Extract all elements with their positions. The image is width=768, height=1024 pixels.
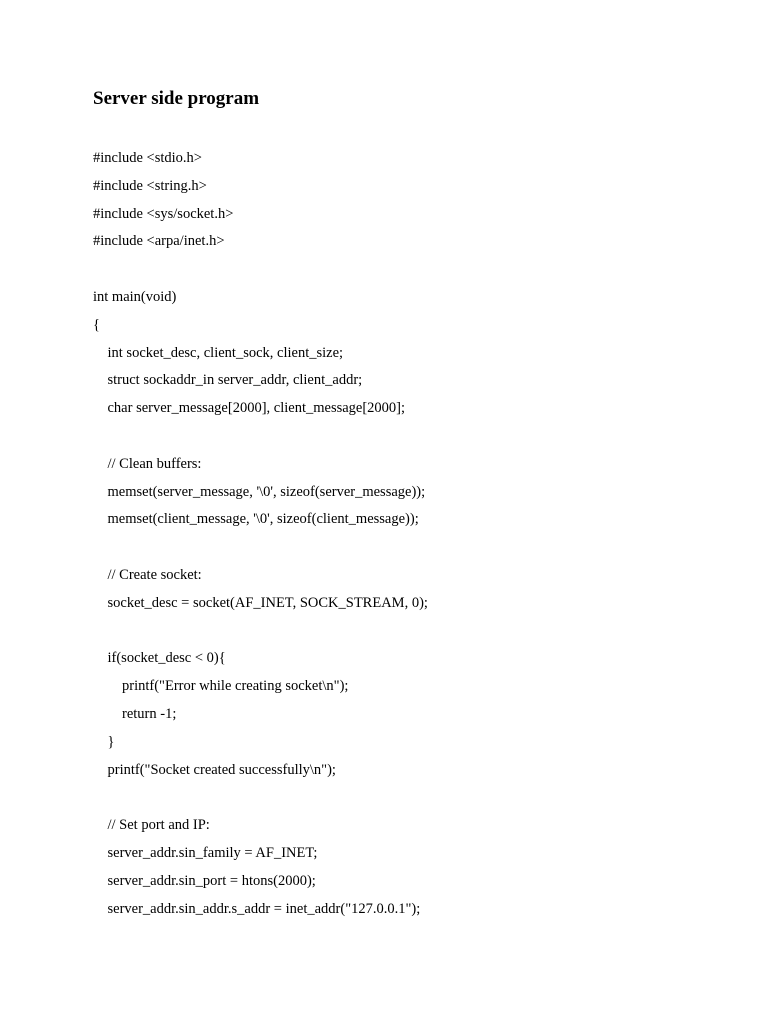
code-line: // Clean buffers: <box>93 455 202 472</box>
code-line: { <box>93 316 100 333</box>
code-line: #include <string.h> <box>93 177 207 194</box>
code-line: // Create socket: <box>93 566 202 583</box>
code-line <box>93 786 428 814</box>
code-line: char server_message[2000], client_message[2000]; <box>93 400 406 417</box>
code-line: printf("Error while creating socket\n"); <box>93 678 349 695</box>
code-line: return -1; <box>93 705 177 722</box>
code-line <box>93 536 428 564</box>
code-line: #include <sys/socket.h> <box>93 205 234 222</box>
code-line: printf("Socket created successfully\n"); <box>93 761 336 778</box>
code-line: server_addr.sin_addr.s_addr = inet_addr("127.0.0.1"); <box>93 900 421 917</box>
code-line: if(socket_desc < 0){ <box>93 650 226 667</box>
code-line: int main(void) <box>93 288 177 305</box>
code-line: } <box>93 733 115 750</box>
code-line <box>93 425 428 453</box>
code-line: socket_desc = socket(AF_INET, SOCK_STREAM, 0); <box>93 594 428 611</box>
code-line: #include <arpa/inet.h> <box>93 233 225 250</box>
document-title: Server side program <box>93 88 260 109</box>
code-line: server_addr.sin_port = htons(2000); <box>93 872 316 889</box>
code-line: int socket_desc, client_sock, client_size; <box>93 344 344 361</box>
code-line: struct sockaddr_in server_addr, client_addr; <box>93 372 363 389</box>
code-line: memset(server_message, '\0', sizeof(server_message)); <box>93 483 426 500</box>
code-line <box>93 620 428 648</box>
code-line: // Set port and IP: <box>93 817 210 834</box>
code-line: memset(client_message, '\0', sizeof(client_message)); <box>93 511 419 528</box>
code-line: #include <stdio.h> <box>93 150 202 166</box>
code-line <box>93 258 428 286</box>
code-line: server_addr.sin_family = AF_INET; <box>93 844 318 861</box>
code-block <box>93 147 428 925</box>
